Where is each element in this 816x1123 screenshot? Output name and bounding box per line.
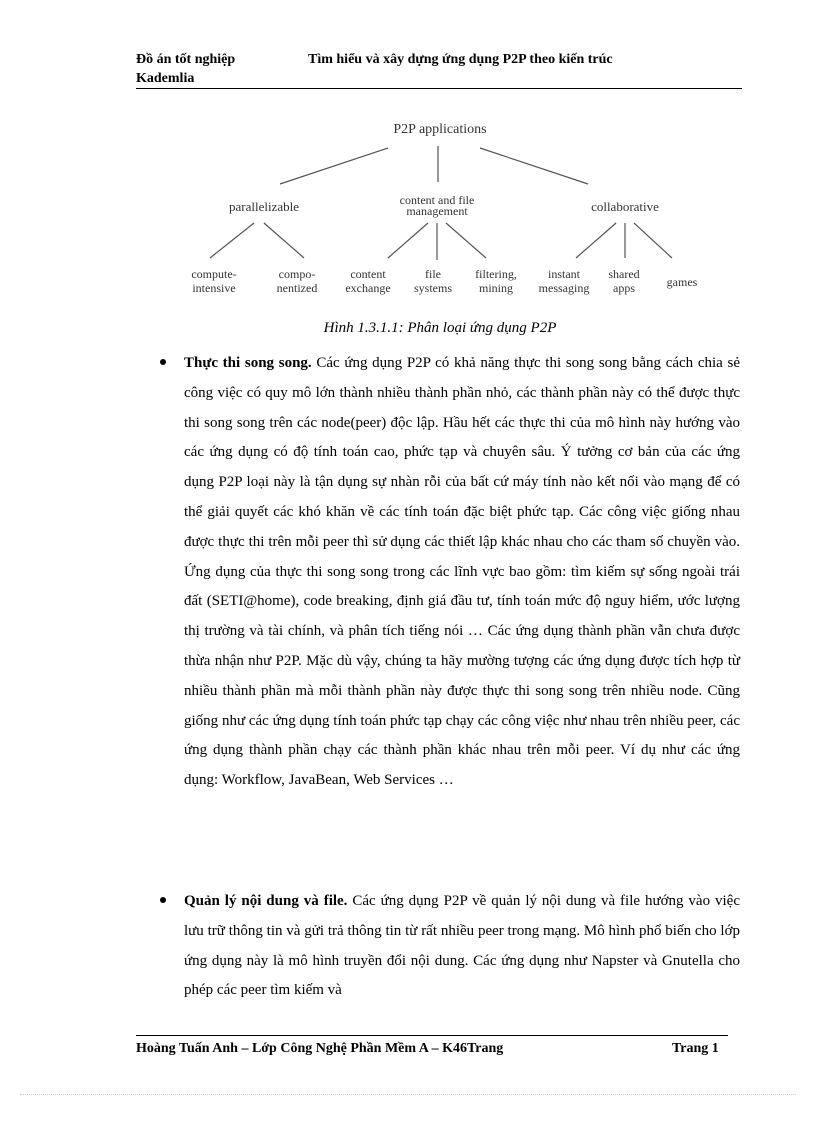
page-bottom-divider bbox=[20, 1094, 796, 1095]
diagram-edge bbox=[264, 223, 304, 258]
diagram-category-collaborative: collaborative bbox=[591, 199, 659, 214]
header-left bbox=[136, 50, 235, 88]
diagram-leaf-compute-line1: compute- bbox=[191, 267, 237, 281]
diagram-leaf-componentized-line1: compo- bbox=[278, 267, 316, 281]
diagram-leaf-content-exchange-line2: exchange bbox=[345, 281, 391, 295]
bullet-text: Các ứng dụng P2P có khả năng thực thi song song bằng cách chia sẻ công việc có quy mô lớn thành nhiều thành phần nhỏ, các thành phần này có thể được thực thi song song trên các node(peer) độc lập. Hầu hết các thực thi của mô hình này hướng vào các ứng dụng có độ tính toán cao, phức tạp và chuyên sâu. Ý tưởng cơ bản của các ứng dụng P2P loại này là tận dụng sự nhàn rỗi của bất cứ máy tính nào kết nối vào mạng để có thể giải quyết các khó khăn về các tính toán đặc biệt phức tạp. Các công việc giống nhau được thực thi trên mỗi peer thì sử dụng các thiết lập khác nhau cho các tham số chuyền vào. Ứng dụng của thực thi song song trong các lĩnh vực bao gồm: tìm kiếm sự sống ngoài trái đất (SETI@home), code breaking, định giá đầu tư, tính toán mức độ nguy hiểm, ước lượng thị trường và tài chính, và phân tích tiếng nói … Các ứng dụng thành phần vẫn chưa được thừa nhận như P2P. Mặc dù vậy, chúng ta hãy mường tượng các ứng dụng được tích hợp từ nhiều thành phần mà mỗi thành phần này được thực thi song song trên nhiều node. Cũng giống như các ứng dụng tính toán phức tạp chạy các công việc như nhau trên nhiều peer, các ứng dụng thành phần chạy các thành phần khác nhau trên mỗi peer. Ví dụ như các ứng dụng: Workflow, JavaBean, Web Services … bbox=[184, 355, 741, 789]
diagram-edge bbox=[388, 223, 428, 258]
bullet-paragraph bbox=[184, 349, 740, 796]
bullet-item bbox=[160, 349, 740, 796]
diagram-leaf-instant-messaging-line2: messaging bbox=[538, 281, 590, 295]
bullet-icon bbox=[160, 897, 166, 903]
diagram-leaf-content-exchange-line1: content bbox=[350, 267, 386, 281]
diagram-edge bbox=[576, 223, 616, 258]
diagram-edge bbox=[446, 223, 486, 258]
diagram-leaf-instant-messaging-line1: instant bbox=[548, 267, 580, 281]
diagram-svg bbox=[176, 112, 716, 312]
bullet-item bbox=[160, 887, 740, 1006]
diagram-leaf-componentized-line2: nentized bbox=[276, 281, 318, 295]
header-title: Tìm hiểu và xây dựng ứng dụng P2P theo kiến trúc bbox=[308, 52, 613, 67]
diagram-category-parallelizable: parallelizable bbox=[228, 199, 300, 214]
diagram-leaf-shared-apps-line2: apps bbox=[613, 281, 635, 295]
bullet-title: Quản lý nội dung và file. bbox=[184, 893, 348, 909]
header-left-line2: Kademlia bbox=[136, 71, 195, 86]
bullet-paragraph bbox=[184, 887, 740, 1006]
diagram-leaf-games: games bbox=[666, 275, 698, 289]
header-divider bbox=[136, 88, 742, 89]
diagram-category-content-line1: content and file bbox=[399, 193, 475, 207]
figure-caption: Hình 1.3.1.1: Phân loại ứng dụng P2P bbox=[323, 320, 557, 336]
diagram-category-content-line2: management bbox=[406, 204, 468, 218]
footer-page-number: Trang 1 bbox=[672, 1041, 719, 1056]
diagram-edge bbox=[634, 223, 672, 258]
diagram-leaf-shared-apps-line1: shared bbox=[608, 267, 640, 281]
header-left-line1: Đồ án tốt nghiệp bbox=[136, 52, 236, 67]
diagram-edge bbox=[280, 148, 388, 184]
footer-divider bbox=[136, 1035, 728, 1036]
bullet-text: Các ứng dụng P2P về quản lý nội dung và file hướng vào việc lưu trữ thông tin và gửi trả thông tin từ rất nhiều peer trong mạng. Mô hình phổ biến cho lớp ứng dụng này là mô hình truyền đổi nội dung. Các ứng dụng như Napster và Gnutella cho phép các peer tìm kiếm và bbox=[184, 893, 741, 999]
diagram-leaf-compute-line2: intensive bbox=[192, 281, 236, 295]
diagram-leaf-filtering-line2: mining bbox=[478, 281, 514, 295]
diagram-leaf-filtering-line1: filtering, bbox=[475, 267, 517, 281]
diagram-edge bbox=[210, 223, 254, 258]
diagram-leaf-file-systems-line2: systems bbox=[413, 281, 453, 295]
diagram-leaf-file-systems-line1: file bbox=[425, 267, 441, 281]
p2p-taxonomy-diagram bbox=[176, 112, 716, 312]
bullet-icon bbox=[160, 359, 166, 365]
diagram-root-label: P2P applications bbox=[393, 122, 487, 137]
diagram-edge bbox=[480, 148, 588, 184]
footer-author: Hoàng Tuấn Anh – Lớp Công Nghệ Phần Mềm A – K46Trang bbox=[136, 1041, 504, 1056]
bullet-title: Thực thi song song. bbox=[184, 355, 312, 371]
